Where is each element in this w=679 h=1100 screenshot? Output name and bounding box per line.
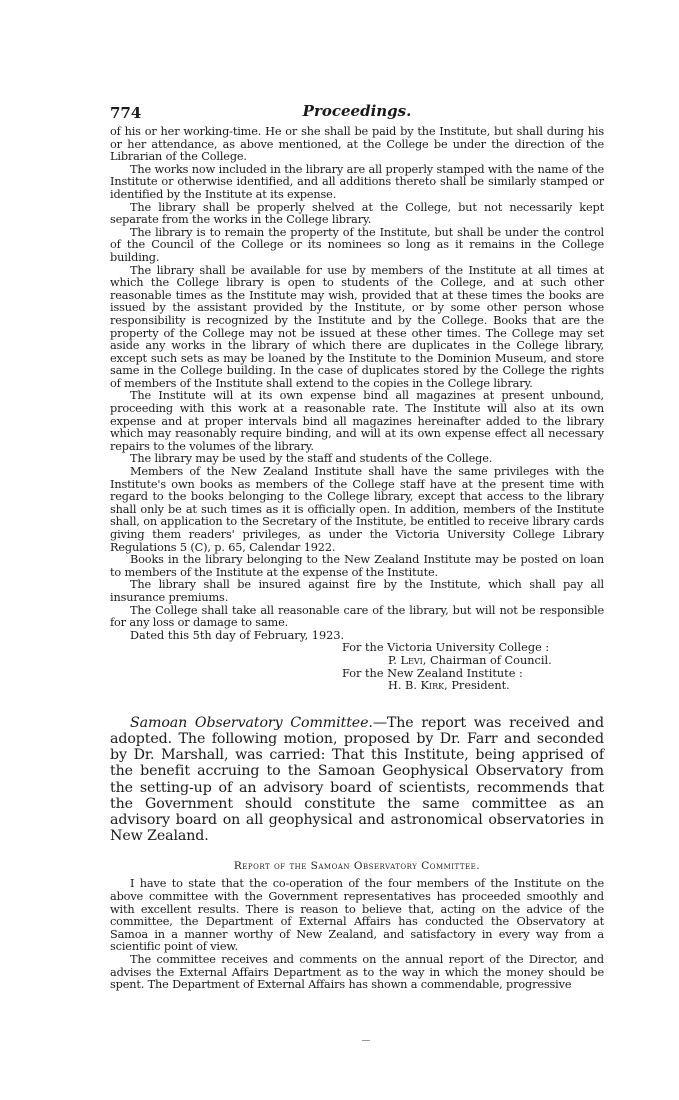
college-signer-name: P. Levi, <box>388 653 427 667</box>
agreement-paragraph: The library shall be available for use by members of the Institute at all times at which the College library is open to students of the College, and at such other reasonable times as the Institute may wish, provided that at these times the books are issued by the assistant provided by the Institute, or by some other person whose responsibility is recognized by the Institute and by the College. Books that are the property of the College may not be issued at these other times. The College may set aside any works in the library of which there are duplicates in the College library, except such sets as may be loaned by the Institute to the Dominion Museum, and store same in the College building. In the case of duplicates stored by the College the rights of members of the Institute shall extend to the copies in the College library. <box>110 263 604 390</box>
college-signer <box>110 655 604 668</box>
dated-line: Dated this 5th day of February, 1923. <box>130 628 345 642</box>
samoan-heading: Samoan Observatory Committee. <box>130 714 373 731</box>
agreement-paragraph: The works now included in the library are all properly stamped with the name of the Institute or otherwise identified, and all additions thereto shall be similarly stamped or identified by the Institute at its expense. <box>110 162 604 201</box>
samoan-section <box>110 715 604 845</box>
agreement-paragraph: Members of the New Zealand Institute shall have the same privileges with the Institute's own books as members of the College staff have at the present time with regard to the books belonging to the College library, except that access to the library shall only be at such times as it is officially open. In addition, members of the Institute shall, on application to the Secretary of the Institute, be entitled to receive library cards giving them readers' privileges, as under the Victoria University College Library Regulations 5 (C), p. 65, Calendar 1922. <box>110 465 604 554</box>
report-text <box>110 878 604 991</box>
college-signature-line: For the Victoria University College : <box>342 641 550 655</box>
signature-block <box>110 642 604 692</box>
agreement-paragraph: The Institute will at its own expense bind all magazines at present unbound, proceeding with this work at a reasonable rate. The Institute will also at its own expense and at proper intervals bind all magazines hereinafter added to the library which may reasonably require binding, and will at its own expense effect all necessary repairs to the volumes of the library. <box>110 389 604 453</box>
agreement-paragraph: of his or her working-time. He or she shall be paid by the Institute, but shall during his or her attendance, as above mentioned, at the College be under the direction of the Librarian of the College. <box>110 125 604 164</box>
agreement-paragraph: The library shall be properly shelved at the College, but not necessarily kept separate from the works in the College library. <box>110 200 604 227</box>
institute-signer <box>110 680 604 693</box>
agreement-paragraph: The library is to remain the property of the Institute, but shall be under the control of the Council of the College or its nominees so long as it remains in the College building. <box>110 225 604 264</box>
page-header <box>110 98 604 126</box>
print-mark <box>362 1040 370 1041</box>
report-paragraph: The committee receives and comments on the annual report of the Director, and advises the External Affairs Department as to the way in which the money should be spent. The Department of External Affairs has shown a commendable, progressive <box>110 952 604 992</box>
agreement-paragraph: The library may be used by the staff and students of the College. <box>130 452 493 466</box>
college-signer-role: Chairman of Council. <box>429 653 552 667</box>
institute-signature-line: For the New Zealand Institute : <box>342 666 523 680</box>
institute-signer-role: President. <box>451 679 510 693</box>
agreement-paragraph: Books in the library belonging to the New Zealand Institute may be posted on loan to members of the Institute at the expense of the Institute. <box>110 553 604 579</box>
report-paragraph: I have to state that the co-operation of the four members of the Institute on the above committee with the Government representatives has proceeded smoothly and with excellent results. There is reason to believe that, acting on the advice of the committee, the Department of External Affairs has conducted the Observatory at Samoa in a manner worthy of New Zealand, and satisfactory in every way from a scientific point of view. <box>110 877 604 954</box>
samoan-text: —The report was received and adopted. The following motion, proposed by Dr. Farr and seconded by Dr. Marshall, was carried: That this Institute, being apprised of the benefit accruing to the Samoan Geophysical Observatory from the setting-up of an advisory board of scientists, recommends that the Government should constitute the same committee as an advisory board on all geophysical and astronomical observatories in New Zealand. <box>110 714 604 845</box>
running-head: Proceedings. <box>302 102 412 120</box>
institute-signer-name: H. B. Kirk, <box>388 679 448 693</box>
agreement-paragraph: The library shall be insured against fire by the Institute, which shall pay all insurance premiums. <box>110 578 604 604</box>
agreement-paragraph: The College shall take all reasonable care of the library, but will not be responsible for any loss or damage to same. <box>110 603 604 630</box>
agreement-text <box>110 126 604 630</box>
samoan-paragraph <box>110 715 604 845</box>
page-number: 774 <box>110 104 142 122</box>
page <box>110 98 604 992</box>
report-title: Report of the Samoan Observatory Committee. <box>233 860 481 873</box>
